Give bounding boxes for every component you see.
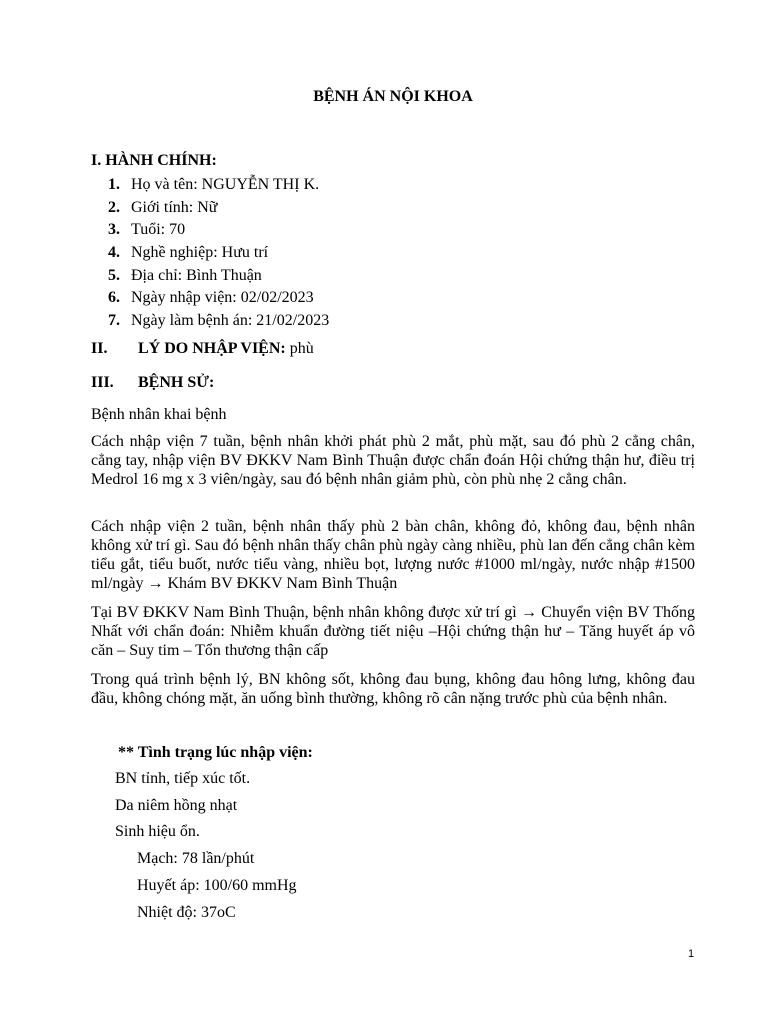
info-text: Nghề nghiệp: Hưu trí — [131, 244, 269, 262]
info-text: Tuổi: 70 — [131, 221, 186, 239]
section-number: II. — [91, 340, 108, 357]
info-text: Ngày làm bệnh án: 21/02/2023 — [131, 312, 330, 330]
info-text: Giới tính: Nữ — [131, 198, 218, 216]
info-item-gender — [108, 197, 329, 220]
document-title: BỆNH ÁN NỘI KHOA — [313, 88, 473, 105]
info-item-record-date — [108, 310, 329, 333]
history-paragraph: Cách nhập viện 2 tuần, bệnh nhân thấy phù 2 bàn chân, không đỏ, không đau, bệnh nhân không xử trí gì. Sau đó bệnh nhân thấy chân phù ngày càng nhiều, phù lan đến cẳng chân kèm tiểu gắt, tiểu buốt, nước tiểu vàng, nhiều bọt, lượng nước #1000 ml/ngày, nước nhập #1500 ml/ngày → Khám BV ĐKKV Nam Bình Thuận — [91, 518, 695, 592]
history-paragraph: Cách nhập viện 7 tuần, bệnh nhân khởi phát phù 2 mắt, phù mặt, sau đó phù 2 cẳng chân, cẳng tay, nhập viện BV ĐKKV Nam Bình Thuận được chẩn đoán Hội chứng thận hư, điều trị Medrol 16 mg x 3 viên/ngày, sau đó bệnh nhân giảm phù, còn phù nhẹ 2 cẳng chân. — [91, 433, 695, 488]
status-line: BN tỉnh, tiếp xúc tốt. — [115, 770, 251, 787]
info-text: Địa chỉ: Bình Thuận — [131, 266, 262, 284]
section-number: III. — [91, 374, 114, 391]
vital-sign-temperature: Nhiệt độ: 37oC — [137, 904, 236, 921]
status-line: Sinh hiệu ổn. — [115, 823, 200, 840]
info-text: Họ và tên: NGUYỄN THỊ K. — [131, 176, 320, 193]
list-number: 6. — [108, 289, 120, 307]
list-number: 1. — [108, 176, 120, 193]
administrative-info-list — [108, 174, 329, 333]
info-item-name — [108, 174, 329, 197]
section-heading-text: BỆNH SỬ: — [138, 374, 215, 391]
history-paragraph: Trong quá trình bệnh lý, BN không sốt, không đau bụng, không đau hông lưng, không đau đầu, không chóng mặt, ăn uống bình thường, không rõ cân nặng trước phù của bệnh nhân. — [91, 671, 695, 707]
history-paragraph: Bệnh nhân khai bệnh — [91, 406, 227, 423]
history-paragraph: Tại BV ĐKKV Nam Bình Thuận, bệnh nhân không được xử trí gì → Chuyển viện BV Thống Nhất với chẩn đoán: Nhiễm khuẩn đường tiết niệu –Hội chứng thận hư – Tăng huyết áp vô căn – Suy tim – Tổn thương thận cấp — [91, 604, 695, 659]
info-item-occupation — [108, 242, 329, 265]
list-number: 3. — [108, 221, 120, 239]
section-admission-reason — [91, 340, 314, 358]
list-number: 4. — [108, 244, 120, 262]
section-administrative-heading: I. HÀNH CHÍNH: — [91, 152, 217, 169]
admission-status-heading: ** Tình trạng lúc nhập viện: — [118, 744, 313, 761]
list-number: 2. — [108, 198, 120, 216]
info-item-admission-date — [108, 287, 329, 310]
section-history-heading — [91, 374, 214, 392]
section-heading-text: LÝ DO NHẬP VIỆN: — [138, 340, 286, 357]
vital-sign-pulse: Mạch: 78 lần/phút — [137, 850, 255, 867]
list-number: 5. — [108, 266, 120, 284]
info-item-age — [108, 219, 329, 242]
admission-reason-value: phù — [289, 340, 314, 357]
info-item-address — [108, 265, 329, 288]
list-number: 7. — [108, 312, 120, 330]
vital-sign-blood-pressure: Huyết áp: 100/60 mmHg — [137, 877, 297, 894]
page-number: 1 — [688, 948, 695, 960]
info-text: Ngày nhập viện: 02/02/2023 — [131, 289, 314, 307]
status-line: Da niêm hồng nhạt — [115, 797, 238, 814]
